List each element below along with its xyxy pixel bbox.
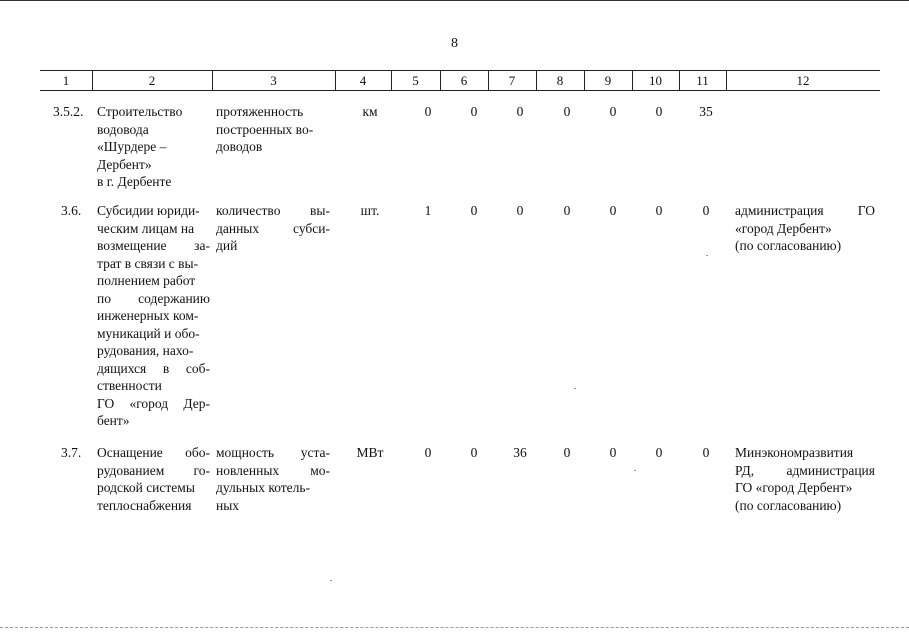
scan-speck (634, 470, 636, 471)
row-name: Строительство водовода «Шурдере – Дербент» в г. Дербенте (97, 104, 183, 189)
row-value: 0 (702, 203, 710, 218)
row-value: 0 (609, 104, 617, 119)
table-header-row (40, 70, 880, 91)
row-value: 0 (655, 203, 663, 218)
row-value: 0 (655, 104, 663, 119)
column-header: 6 (440, 71, 489, 90)
row-value: 0 (609, 203, 617, 218)
row-value: 1 (424, 203, 432, 218)
row-name: Оснащение обо- рудованием го- родской системы теплоснабжения (97, 445, 210, 513)
row-unit: МВт (356, 445, 384, 460)
scan-speck (574, 388, 576, 389)
column-header: 2 (92, 71, 213, 90)
row-value: 0 (516, 104, 524, 119)
column-header: 1 (40, 71, 93, 90)
column-header: 11 (679, 71, 727, 90)
row-value: 0 (563, 104, 571, 119)
row-responsible: Минэкономразвития РД, администрация ГО «город Дербент» (по согласованию) (735, 445, 875, 513)
row-name: Субсидии юриди- ческим лицам на возмещение за- трат в связи с вы- полнением работ по содержанию инженерных ком- муникаций и обо- рудования, нахо- дящихся в соб- ственности ГО «город Дер- бент» (97, 203, 210, 428)
scan-speck (706, 255, 708, 256)
row-value: 0 (563, 445, 571, 460)
scan-speck (330, 580, 332, 581)
row-value: 0 (470, 445, 478, 460)
row-value: 0 (655, 445, 663, 460)
row-value: 0 (424, 445, 432, 460)
column-header: 5 (391, 71, 441, 90)
row-number: 3.7. (61, 445, 82, 460)
column-header: 12 (796, 73, 810, 88)
row-indicator: мощность уста- новленных мо- дульных котель- ных (216, 445, 330, 513)
row-value: 0 (470, 104, 478, 119)
row-value: 0 (424, 104, 432, 119)
column-header: 4 (335, 71, 392, 90)
row-responsible: администрация ГО «город Дербент» (по согласованию) (735, 203, 875, 253)
row-value: 0 (563, 203, 571, 218)
page-number: 8 (451, 36, 458, 51)
column-header: 3 (212, 71, 336, 90)
scan-bottom-border (0, 627, 909, 628)
row-value: 35 (699, 104, 713, 119)
row-indicator: количество вы- данных субси- дий (216, 203, 330, 253)
row-value: 0 (470, 203, 478, 218)
column-header: 10 (632, 71, 680, 90)
scan-top-border (0, 0, 909, 1)
column-header: 9 (584, 71, 633, 90)
row-indicator: протяженность построенных во- доводов (216, 104, 314, 154)
column-header: 8 (536, 71, 585, 90)
column-header: 7 (488, 71, 537, 90)
row-unit: шт. (360, 203, 380, 218)
row-value: 36 (513, 445, 527, 460)
row-number: 3.6. (61, 203, 82, 218)
row-number: 3.5.2. (53, 104, 84, 119)
row-value: 0 (702, 445, 710, 460)
row-value: 0 (609, 445, 617, 460)
row-unit: км (362, 104, 378, 119)
row-value: 0 (516, 203, 524, 218)
